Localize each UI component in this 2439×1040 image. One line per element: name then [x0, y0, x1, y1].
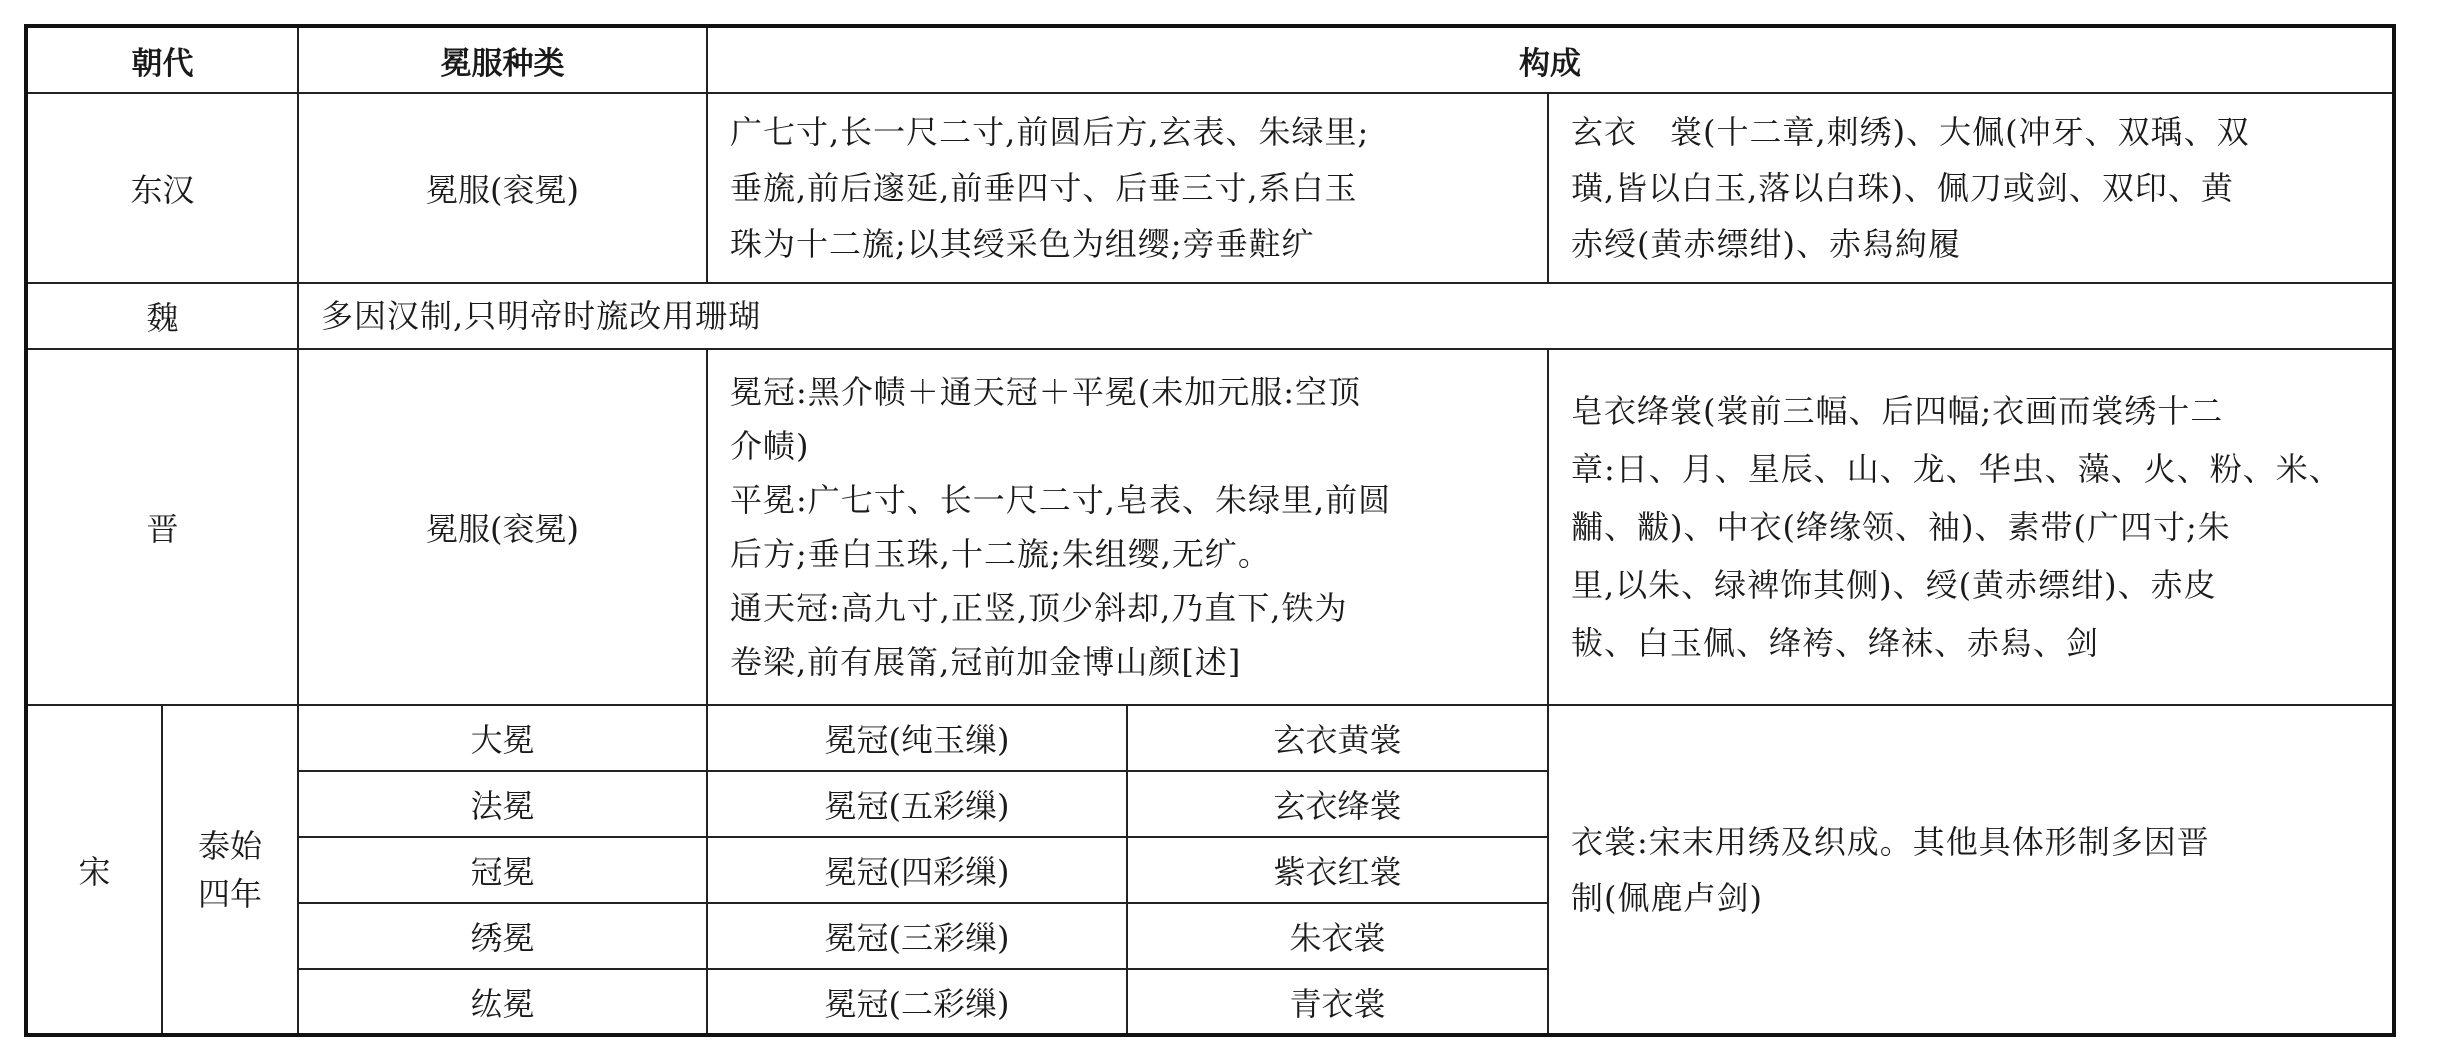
text-line: 通天冠:高九寸,正竖,顶少斜却,乃直下,铁为 [730, 589, 1348, 627]
header-composition: 构成 [707, 26, 2394, 93]
type-song-3: 绣冕 [298, 903, 707, 969]
dynasty-jin: 晋 [26, 349, 298, 705]
dress-song-4: 青衣裳 [1127, 969, 1548, 1035]
era-line: 泰始 [197, 826, 262, 865]
type-song-1: 法冕 [298, 771, 707, 837]
text-line: 韨、白玉佩、绛袴、绛袜、赤舄、剑 [1571, 624, 2100, 662]
crown-song-2: 冕冠(四彩缫) [707, 837, 1127, 903]
dynasty-donghan: 东汉 [26, 93, 298, 283]
header-type: 冕服种类 [298, 26, 707, 93]
text-line: 里,以朱、绿裨饰其侧)、绶(黄赤缥绀)、赤皮 [1571, 566, 2217, 604]
dress-song-2: 紫衣红裳 [1127, 837, 1548, 903]
text-line: 广七寸,长一尺二寸,前圆后方,玄表、朱绿里; [730, 113, 1370, 151]
text-line: 玄衣 裳(十二章,刺绣)、大佩(冲牙、双瑀、双 [1571, 113, 2250, 151]
dynasty-song: 宋 [26, 705, 162, 1035]
type-donghan: 冕服(衮冕) [298, 93, 707, 283]
text-line: 衣裳:宋末用绣及织成。其他具体形制多因晋 [1571, 822, 2210, 861]
table-row-wei [26, 283, 2394, 349]
table-row-jin [26, 349, 2394, 705]
type-song-4: 纮冕 [298, 969, 707, 1035]
crown-song-4: 冕冠(二彩缫) [707, 969, 1127, 1035]
dress-jin [1548, 349, 2394, 705]
type-song-2: 冠冕 [298, 837, 707, 903]
table-row-donghan [26, 93, 2394, 283]
dress-song-0: 玄衣黄裳 [1127, 705, 1548, 771]
type-song-0: 大冕 [298, 705, 707, 771]
note-song [1548, 705, 2394, 1035]
text-line: 垂旒,前后邃延,前垂四寸、后垂三寸,系白玉 [730, 169, 1358, 207]
mianfu-table [24, 24, 2396, 1037]
era-song [162, 705, 298, 1035]
dress-donghan [1548, 93, 2394, 283]
text-line: 璜,皆以白玉,落以白珠)、佩刀或剑、双印、黄 [1571, 169, 2234, 207]
text-line: 平冕:广七寸、长一尺二寸,皂表、朱绿里,前圆 [730, 481, 1392, 519]
dress-song-1: 玄衣绛裳 [1127, 771, 1548, 837]
text-line: 章:日、月、星辰、山、龙、华虫、藻、火、粉、米、 [1571, 450, 2342, 488]
era-line: 四年 [197, 874, 262, 913]
type-jin: 冕服(衮冕) [298, 349, 707, 705]
crown-jin [707, 349, 1548, 705]
table-row-song [26, 705, 2394, 771]
dynasty-wei: 魏 [26, 283, 298, 349]
text-line: 赤绶(黄赤缥绀)、赤舄絇履 [1571, 225, 1961, 263]
text-line: 皂衣绛裳(裳前三幅、后四幅;衣画而裳绣十二 [1571, 392, 2224, 430]
crown-song-3: 冕冠(三彩缫) [707, 903, 1127, 969]
text-line: 介帻) [730, 427, 810, 465]
crown-donghan [707, 93, 1548, 283]
text-line: 后方;垂白玉珠,十二旒;朱组缨,无纩。 [730, 535, 1271, 573]
crown-song-1: 冕冠(五彩缫) [707, 771, 1127, 837]
crown-song-0: 冕冠(纯玉缫) [707, 705, 1127, 771]
text-line: 黼、黻)、中衣(绛缘领、袖)、素带(广四寸;朱 [1571, 508, 2231, 546]
header-row [26, 26, 2394, 93]
text-line: 珠为十二旒;以其绶采色为组缨;旁垂黈纩 [730, 225, 1315, 263]
header-dynasty: 朝代 [26, 26, 298, 93]
dress-song-3: 朱衣裳 [1127, 903, 1548, 969]
text-line: 卷梁,前有展筩,冠前加金博山颜[述] [730, 643, 1242, 681]
table-container [24, 24, 2392, 1027]
text-line: 制(佩鹿卢剑) [1571, 878, 1763, 917]
note-wei: 多因汉制,只明帝时旒改用珊瑚 [298, 283, 2394, 349]
text-line: 冕冠:黑介帻＋通天冠＋平冕(未加元服:空顶 [730, 373, 1362, 411]
